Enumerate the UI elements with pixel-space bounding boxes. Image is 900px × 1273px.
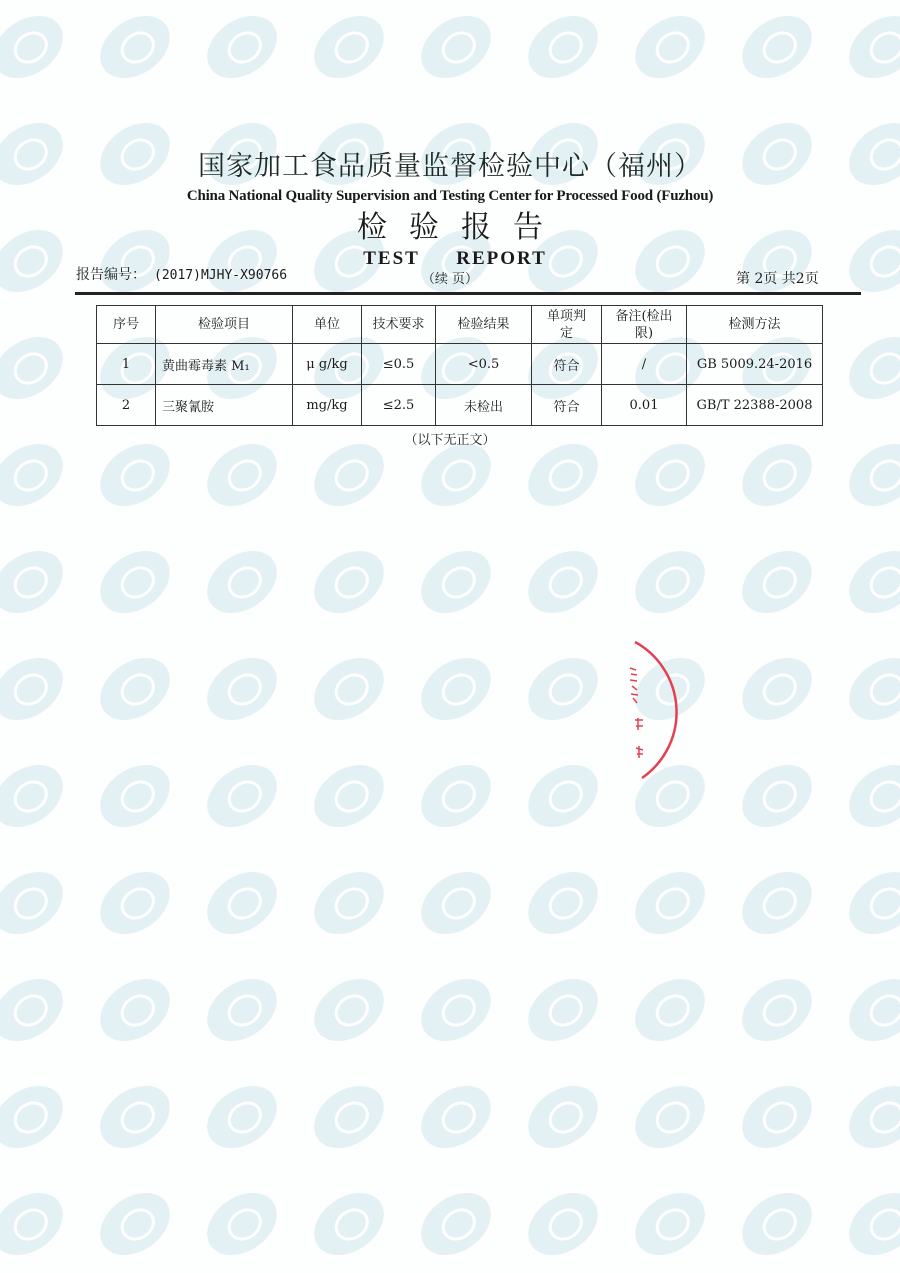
ncpf-watermark xyxy=(302,1180,395,1268)
ncpf-watermark xyxy=(302,752,395,840)
ncpf-watermark xyxy=(837,324,900,412)
cell-item: 三聚氰胺 xyxy=(156,385,293,426)
ncpf-watermark xyxy=(837,752,900,840)
ncpf-watermark xyxy=(516,538,609,626)
ncpf-watermark xyxy=(0,431,75,519)
report-title-english: TEST REPORT xyxy=(363,248,547,269)
ncpf-watermark xyxy=(0,966,75,1054)
ncpf-watermark xyxy=(623,966,716,1054)
ncpf-watermark xyxy=(623,859,716,947)
ncpf-watermark xyxy=(837,538,900,626)
header-item: 检验项目 xyxy=(156,306,293,344)
continued-page-label: （续 页） xyxy=(421,272,479,287)
header-note: 备注(检出限) xyxy=(602,306,687,344)
ncpf-watermark xyxy=(0,324,75,412)
ncpf-watermark xyxy=(623,1073,716,1161)
header-requirement: 技术要求 xyxy=(362,306,436,344)
ncpf-watermark xyxy=(837,966,900,1054)
ncpf-watermark xyxy=(623,538,716,626)
ncpf-watermark xyxy=(730,3,823,91)
cell-judgement: 符合 xyxy=(532,344,602,385)
stamp-arc xyxy=(635,642,677,778)
ncpf-watermark xyxy=(88,859,181,947)
ncpf-watermark xyxy=(0,1180,75,1268)
cell-no: 2 xyxy=(97,385,156,426)
cell-result: <0.5 xyxy=(436,344,532,385)
ncpf-watermark xyxy=(302,3,395,91)
ncpf-watermark xyxy=(0,859,75,947)
test-results-table xyxy=(96,305,823,426)
report-number-label: 报告编号： xyxy=(76,267,146,283)
ncpf-watermark xyxy=(302,1073,395,1161)
ncpf-watermark xyxy=(409,859,502,947)
ncpf-watermark xyxy=(837,645,900,733)
ncpf-watermark xyxy=(730,1073,823,1161)
cell-note: / xyxy=(602,344,687,385)
table-row xyxy=(97,344,823,385)
ncpf-watermark xyxy=(730,1180,823,1268)
table-row xyxy=(97,385,823,426)
ncpf-watermark xyxy=(0,752,75,840)
ncpf-watermark xyxy=(516,3,609,91)
ncpf-watermark xyxy=(837,859,900,947)
official-stamp xyxy=(600,640,770,780)
ncpf-watermark xyxy=(730,431,823,519)
ncpf-watermark xyxy=(409,1073,502,1161)
ncpf-watermark xyxy=(302,431,395,519)
cell-requirement: ≤2.5 xyxy=(362,385,436,426)
cell-judgement: 符合 xyxy=(532,385,602,426)
ncpf-watermark xyxy=(0,1073,75,1161)
ncpf-watermark xyxy=(302,538,395,626)
ncpf-watermark xyxy=(88,645,181,733)
ncpf-watermark xyxy=(88,1180,181,1268)
end-of-text-note: （以下无正文） xyxy=(404,433,496,448)
report-title-chinese: 检验报告 xyxy=(357,210,565,245)
cell-result: 未检出 xyxy=(436,385,532,426)
ncpf-watermark xyxy=(302,859,395,947)
ncpf-watermark xyxy=(88,538,181,626)
cell-method: GB 5009.24-2016 xyxy=(687,344,823,385)
ncpf-watermark xyxy=(516,645,609,733)
ncpf-watermark xyxy=(409,538,502,626)
page-indicator: 第 2页 共2页 xyxy=(736,271,819,287)
ncpf-watermark xyxy=(516,431,609,519)
ncpf-watermark xyxy=(0,538,75,626)
ncpf-watermark xyxy=(195,966,288,1054)
ncpf-watermark xyxy=(195,538,288,626)
ncpf-watermark xyxy=(195,1180,288,1268)
cell-item: 黄曲霉毒素 M₁ xyxy=(156,344,293,385)
header-method: 检测方法 xyxy=(687,306,823,344)
ncpf-watermark xyxy=(516,859,609,947)
ncpf-watermark xyxy=(302,645,395,733)
ncpf-watermark xyxy=(409,1180,502,1268)
ncpf-watermark xyxy=(837,1073,900,1161)
ncpf-watermark xyxy=(0,645,75,733)
center-title-english: China National Quality Supervision and Testing Center for Processed Food (Fuzhou) xyxy=(186,188,714,204)
report-number-value: (2017)MJHY-X90766 xyxy=(154,268,288,283)
cell-note: 0.01 xyxy=(602,385,687,426)
ncpf-watermark xyxy=(409,3,502,91)
ncpf-watermark xyxy=(730,538,823,626)
ncpf-watermark xyxy=(623,431,716,519)
ncpf-watermark xyxy=(516,1180,609,1268)
ncpf-watermark xyxy=(302,966,395,1054)
ncpf-watermark xyxy=(623,3,716,91)
cell-unit: mg/kg xyxy=(293,385,362,426)
report-number xyxy=(76,266,287,285)
ncpf-watermark xyxy=(837,1180,900,1268)
ncpf-watermark xyxy=(195,1073,288,1161)
cell-no: 1 xyxy=(97,344,156,385)
ncpf-watermark xyxy=(409,966,502,1054)
ncpf-watermark xyxy=(837,431,900,519)
ncpf-watermark xyxy=(88,1073,181,1161)
cell-method: GB/T 22388-2008 xyxy=(687,385,823,426)
header-no: 序号 xyxy=(97,306,156,344)
ncpf-watermark xyxy=(623,1180,716,1268)
ncpf-watermark xyxy=(195,645,288,733)
ncpf-watermark xyxy=(88,431,181,519)
ncpf-watermark xyxy=(409,752,502,840)
header-divider xyxy=(75,292,861,295)
center-title-chinese: 国家加工食品质量监督检验中心（福州） xyxy=(198,151,702,182)
ncpf-watermark xyxy=(516,1073,609,1161)
ncpf-watermark xyxy=(0,3,75,91)
ncpf-watermark xyxy=(0,217,75,305)
ncpf-watermark xyxy=(409,645,502,733)
header-judgement: 单项判定 xyxy=(532,306,602,344)
table-header-row xyxy=(97,306,823,344)
ncpf-watermark xyxy=(516,752,609,840)
header-unit: 单位 xyxy=(293,306,362,344)
ncpf-watermark xyxy=(516,966,609,1054)
ncpf-watermark xyxy=(730,966,823,1054)
ncpf-watermark xyxy=(88,3,181,91)
header-result: 检验结果 xyxy=(436,306,532,344)
ncpf-watermark xyxy=(195,431,288,519)
stamp-fragment-marks xyxy=(630,668,643,758)
ncpf-watermark xyxy=(730,859,823,947)
ncpf-watermark xyxy=(88,752,181,840)
ncpf-watermark xyxy=(88,966,181,1054)
cell-requirement: ≤0.5 xyxy=(362,344,436,385)
ncpf-watermark xyxy=(837,3,900,91)
ncpf-watermark xyxy=(195,752,288,840)
cell-unit: μ g/kg xyxy=(293,344,362,385)
ncpf-watermark xyxy=(195,859,288,947)
ncpf-watermark xyxy=(195,3,288,91)
